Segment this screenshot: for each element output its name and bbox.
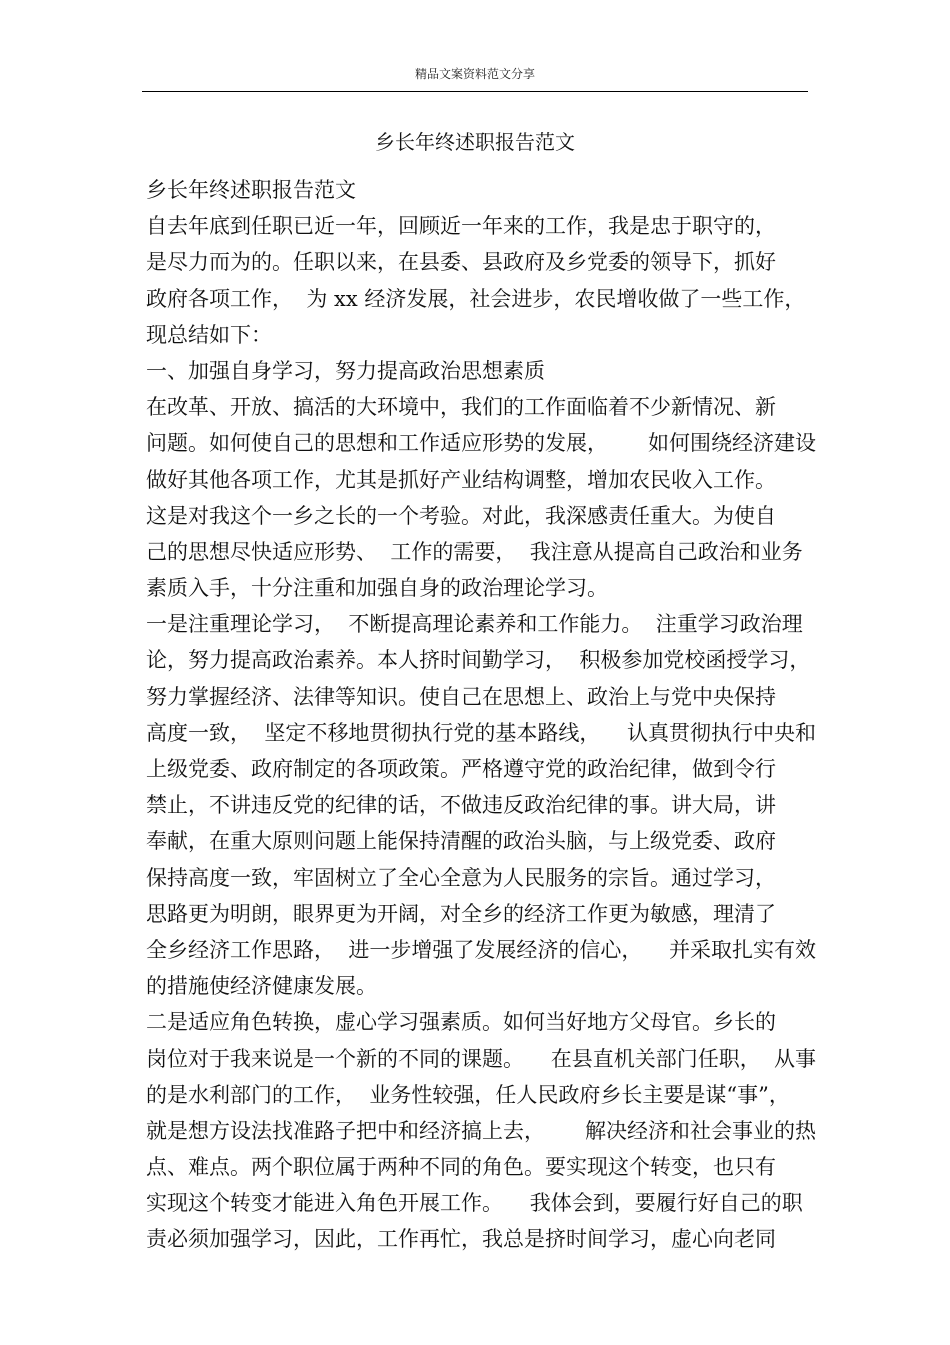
text-line: 这是对我这个一乡之长的一个考验。对此，我深感责任重大。为使自 (146, 503, 776, 528)
text-line: 乡长年终述职报告范文 (146, 178, 356, 202)
text-line: 是尽力而为的。任职以来，在县委、县政府及乡党委的领导下，抓好 (146, 250, 776, 275)
text-line: 高度一致， 坚定不移地贯彻执行党的基本路线， 认真贯彻执行中央和 (146, 720, 817, 745)
section-heading: 一、加强自身学习，努力提高政治思想素质 (146, 358, 545, 383)
text-line: 政府各项工作， 为 xx 经济发展，社会进步，农民增收做了一些工作， (146, 286, 806, 311)
text-line: 的是水利部门的工作， 业务性较强，任人民政府乡长主要是谋“事”， (146, 1082, 790, 1107)
text-line: 问题。如何使自己的思想和工作适应形势的发展， 如何围绕经济建设 (146, 431, 817, 456)
text-line: 己的思想尽快适应形势、 工作的需要， 我注意从提高自己政治和业务 (146, 539, 803, 564)
text-line: 全乡经济工作思路， 进一步增强了发展经济的信心， 并采取扎实有效 (146, 937, 817, 962)
text-line: 一是注重理论学习， 不断提高理论素养和工作能力。 注重学习政治理 (146, 612, 803, 637)
text-line: 实现这个转变才能进入角色开展工作。 我体会到，要履行好自己的职 (146, 1191, 803, 1216)
text-line: 现总结如下： (146, 322, 272, 347)
text-line: 责必须加强学习，因此，工作再忙，我总是挤时间学习，虚心向老同 (146, 1227, 776, 1252)
text-line: 二是适应角色转换，虚心学习强素质。如何当好地方父母官。乡长的 (146, 1010, 776, 1035)
text-line: 努力掌握经济、法律等知识。使自己在思想上、政治上与党中央保持 (146, 684, 776, 709)
document-title: 乡长年终述职报告范文 (375, 130, 575, 154)
text-line: 点、难点。两个职位属于两种不同的角色。要实现这个转变，也只有 (146, 1155, 776, 1180)
page-header-text: 精品文案资料范文分享 (414, 67, 535, 81)
text-line: 奉献，在重大原则问题上能保持清醒的政治头脑，与上级党委、政府 (146, 829, 776, 854)
text-line: 保持高度一致，牢固树立了全心全意为人民服务的宗旨。通过学习， (146, 865, 776, 890)
text-line: 自去年底到任职已近一年，回顾近一年来的工作，我是忠于职守的， (146, 214, 776, 239)
document-body (146, 172, 816, 1258)
text-line: 素质入手，十分注重和加强自身的政治理论学习。 (146, 576, 608, 601)
text-line: 做好其他各项工作，尤其是抓好产业结构调整，增加农民收入工作。 (146, 467, 776, 492)
text-line: 的措施使经济健康发展。 (146, 974, 377, 999)
text-line: 上级党委、政府制定的各项政策。严格遵守党的政治纪律，做到令行 (146, 757, 776, 781)
text-line: 在改革、开放、搞活的大环境中，我们的工作面临着不少新情况、新 (146, 395, 776, 420)
text-line: 岗位对于我来说是一个新的不同的课题。 在县直机关部门任职， 从事 (146, 1046, 817, 1071)
text-line: 禁止，不讲违反党的纪律的话，不做违反政治纪律的事。讲大局，讲 (146, 793, 776, 818)
text-line: 思路更为明朗，眼界更为开阔，对全乡的经济工作更为敏感，理清了 (146, 901, 776, 926)
text-line: 就是想方设法找准路子把中和经济搞上去， 解决经济和社会事业的热 (146, 1118, 817, 1143)
header-divider (142, 91, 808, 92)
text-line: 论，努力提高政治素养。本人挤时间勤学习， 积极参加党校函授学习， (146, 648, 811, 673)
